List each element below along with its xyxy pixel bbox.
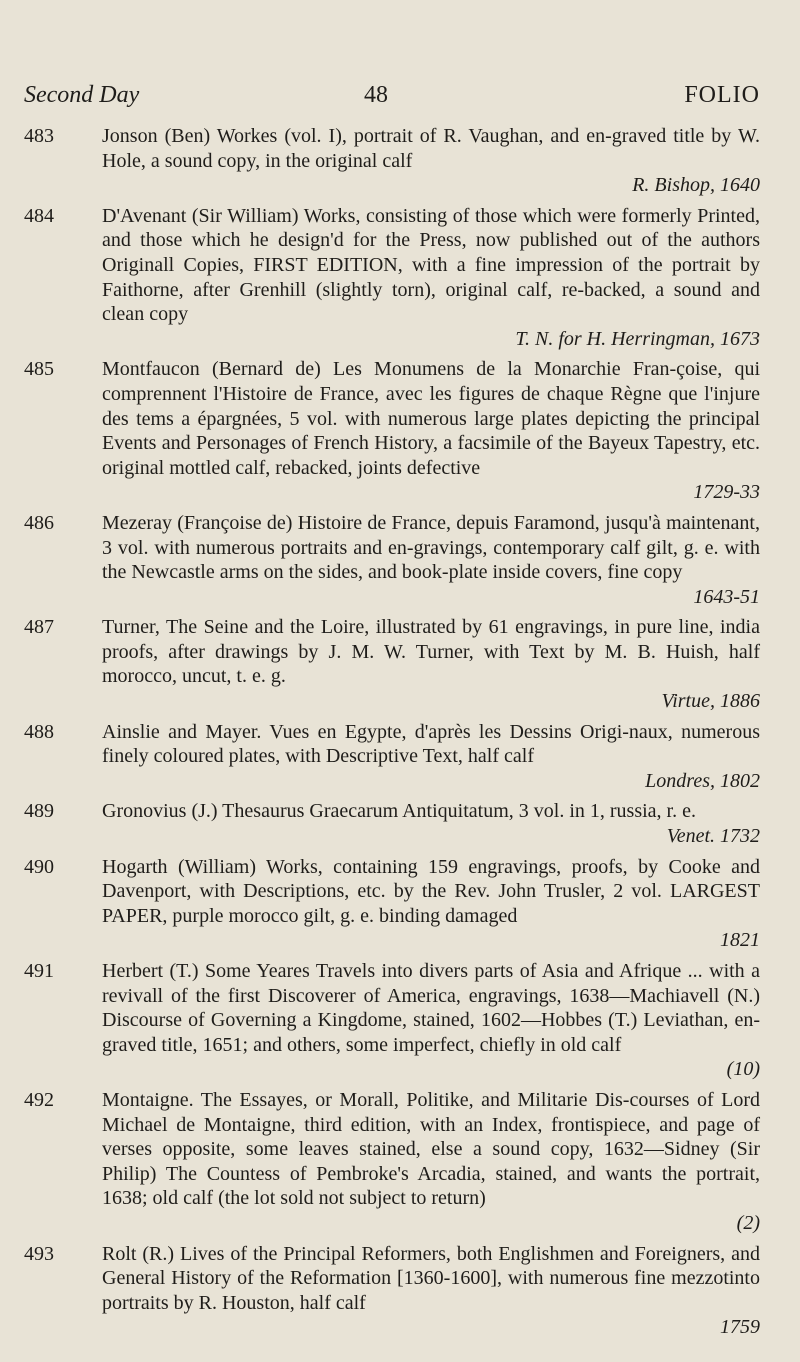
lot-number: 485 (24, 358, 54, 381)
lot-imprint: T. N. for H. Herringman, 1673 (515, 327, 760, 350)
lot-486 (24, 511, 760, 609)
lot-483 (24, 124, 760, 198)
lot-imprint: Virtue, 1886 (661, 690, 760, 713)
lot-description: Ainslie and Mayer. Vues en Egypte, d'après les Dessins Origi-naux, numerous finely coloured plates, with Descriptive Text, half calf (102, 720, 760, 768)
lot-imprint: 1729-33 (693, 481, 760, 504)
lot-492 (24, 1088, 760, 1236)
page-number: 48 (364, 82, 388, 108)
lot-description: Montfaucon (Bernard de) Les Monumens de la Monarchie Fran-çoise, qui comprennent l'Histoire de France, avec les figures de chaque Règne que l'injure des tems a épargnées, 5 vol. with numerous large plates depicting the principal Events and Personages of French History, a facsimile of the Bayeux Tapestry, etc. original mottled calf, rebacked, joints defective (102, 358, 760, 479)
lot-488 (24, 720, 760, 794)
lot-description: Hogarth (William) Works, containing 159 engravings, proofs, by Cooke and Davenport, with Descriptions, etc. by the Rev. John Trusler, 2 vol. LARGEST PAPER, purple morocco gilt, g. e. binding damaged (102, 855, 760, 927)
lot-imprint: (2) (736, 1211, 760, 1234)
lot-list (24, 124, 760, 1346)
lot-description: Gronovius (J.) Thesaurus Graecarum Antiquitatum, 3 vol. in 1, russia, r. e. (102, 800, 696, 823)
lot-description: Turner, The Seine and the Loire, illustrated by 61 engravings, in pure line, india proofs, after drawings by J. M. W. Turner, with Text by M. B. Huish, half morocco, uncut, t. e. g. (102, 616, 760, 688)
lot-number: 493 (24, 1242, 54, 1265)
lot-490 (24, 855, 760, 953)
lot-imprint: (10) (726, 1058, 760, 1081)
lot-number: 492 (24, 1088, 54, 1111)
lot-number: 488 (24, 720, 54, 743)
lot-number: 490 (24, 855, 54, 878)
page-header (24, 82, 760, 116)
lot-description: Mezeray (Françoise de) Histoire de France, depuis Faramond, jusqu'à maintenant, 3 vol. with numerous portraits and en-gravings, contemporary calf gilt, g. e. with the Newcastle arms on the sides, and book-plate inside covers, fine copy (102, 511, 760, 584)
header-day: Second Day (24, 82, 140, 108)
lot-number: 491 (24, 960, 54, 982)
lot-485 (24, 357, 760, 505)
lot-493 (24, 1242, 760, 1340)
lot-description: Montaigne. The Essayes, or Morall, Politike, and Militarie Dis-courses of Lord Michael de Montaigne, third edition, with an Index, frontispiece, and page of verses opposite, some leaves stained, else a sound copy, 1632—Sidney (Sir Philip) The Countess of Pembroke's Arcadia, stained, and wants the portrait, 1638; old calf (the lot sold not subject to return) (102, 1088, 760, 1210)
lot-484 (24, 204, 760, 352)
lot-number: 483 (24, 125, 54, 147)
lot-489 (24, 799, 760, 848)
lot-number: 486 (24, 511, 54, 534)
lot-491 (24, 959, 760, 1082)
lot-487 (24, 615, 760, 713)
lot-imprint: 1643-51 (693, 585, 760, 608)
lot-number: 487 (24, 616, 54, 639)
lot-description: Herbert (T.) Some Yeares Travels into divers parts of Asia and Afrique ... with a revivall of the first Discoverer of America, engravings, 1638—Machiavell (N.) Discourse of Governing a Kingdome, stained, 1602—Hobbes (T.) Leviathan, en-graved title, 1651; and others, some imperfect, chiefly in old calf (102, 960, 760, 1056)
lot-description: Jonson (Ben) Workes (vol. I), portrait of R. Vaughan, and en-graved title by W. Hole, a sound copy, in the original calf (102, 125, 760, 172)
header-format: FOLIO (684, 82, 760, 108)
lot-number: 484 (24, 204, 54, 227)
lot-imprint: 1821 (720, 929, 760, 952)
lot-imprint: Venet. 1732 (666, 825, 760, 848)
lot-imprint: R. Bishop, 1640 (632, 174, 760, 197)
lot-description: Rolt (R.) Lives of the Principal Reformers, both Englishmen and Foreigners, and General History of the Reformation [1360-1600], with numerous fine mezzotinto portraits by R. Houston, half calf (102, 1242, 760, 1314)
lot-imprint: Londres, 1802 (645, 769, 760, 792)
lot-imprint: 1759 (720, 1316, 760, 1339)
lot-number: 489 (24, 800, 54, 823)
lot-description: D'Avenant (Sir William) Works, consisting of those which were formerly Printed, and those which he design'd for the Press, now published out of the authors Originall Copies, FIRST EDITION, with a fine impression of the portrait by Faithorne, after Grenhill (slightly torn), original calf, re-backed, a sound and clean copy (102, 204, 760, 326)
